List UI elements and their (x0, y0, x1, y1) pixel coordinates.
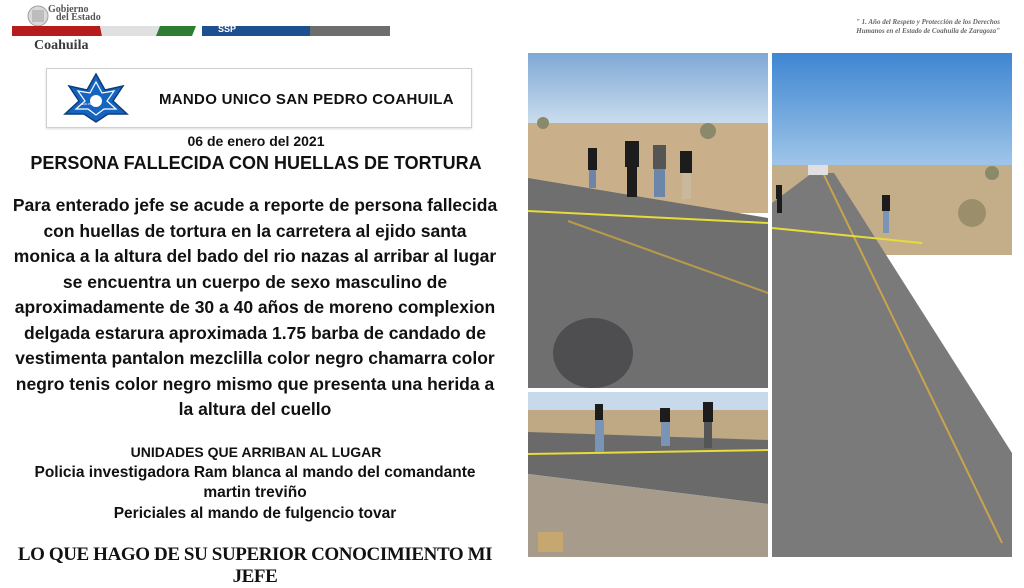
motto-line-1: " 1. Año del Respeto y Protección de los Derechos (856, 18, 1000, 26)
header-motto (640, 18, 1000, 36)
banner-title: MANDO UNICO SAN PEDRO COAHUILA (159, 91, 454, 108)
unit-line: Policia investigadora Ram blanca al mando del comandante (34, 464, 476, 481)
gov-line-2: del Estado (56, 12, 101, 23)
body-line: monica a la altura del bado del rio nazas al arribar al lugar (13, 246, 497, 266)
coat-of-arms-icon (28, 6, 48, 26)
body-line: vestimenta pantalon mezclilla color negro chamarra color (15, 348, 495, 368)
report-headline: PERSONA FALLECIDA CON HUELLAS DE TORTURA (30, 153, 482, 173)
unit-banner (46, 68, 472, 128)
body-line: se encuentra un cuerpo de sexo masculino de (62, 271, 448, 292)
body-line: Para enterado jefe se acude a reporte de persona fallecida (12, 195, 498, 215)
unit-line: Periciales al mando de fulgencio tovar (113, 505, 397, 522)
ssp-label: SSP (218, 24, 237, 34)
body-line: delgada estarura aproximada 1.75 barba de candado de (24, 322, 486, 343)
police-star-badge-icon (53, 72, 139, 124)
motto-line-2: Humanos en el Estado de Coahuila de Zaragoza" (856, 27, 1000, 35)
gov-line-1: Gobierno (48, 4, 89, 15)
government-header-logo (10, 2, 390, 54)
units-heading: UNIDADES QUE ARRIBAN AL LUGAR (130, 444, 382, 460)
badge-text: SAN PEDRO (81, 102, 99, 106)
scene-photo-road-long-view (772, 53, 1012, 557)
state-name: Coahuila (34, 38, 89, 53)
body-line: la altura del cuello (178, 399, 332, 419)
closing-statement: LO QUE HAGO DE SU SUPERIOR CONOCIMIENTO MI JEFE (17, 544, 493, 587)
report-date: 06 de enero del 2021 (187, 133, 325, 149)
body-line: negro tenis color negro mismo que presenta una herida a (15, 373, 495, 394)
body-line: aproximadamente de 30 a 40 años de moreno complexion (14, 297, 496, 317)
report-body (10, 193, 500, 423)
unit-line: martin treviño (203, 484, 307, 501)
scene-photo-road-closeup (528, 392, 768, 557)
scene-photo-roadside-group (528, 53, 768, 388)
body-line: con huellas de tortura en la carretera al ejido santa (43, 220, 467, 241)
